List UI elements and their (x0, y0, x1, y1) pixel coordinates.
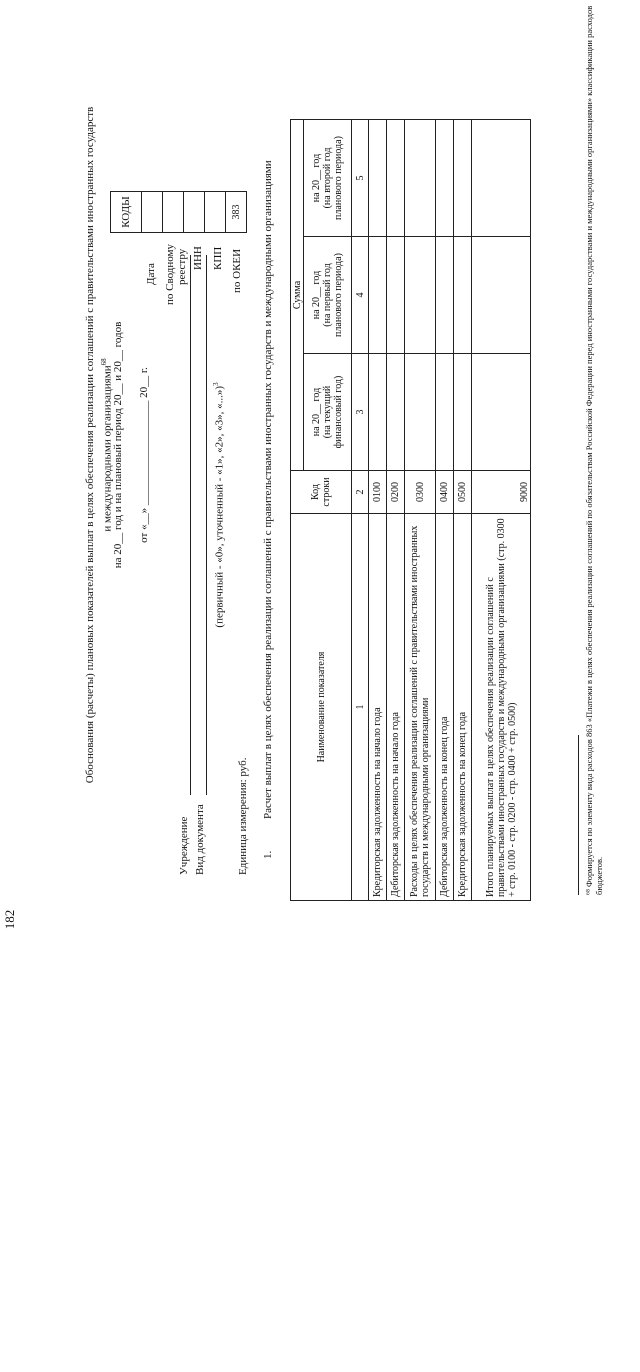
row-value (387, 120, 405, 237)
col-header-name: Наименование показателя (291, 514, 352, 901)
codes-label-reestr-2: реестру (176, 248, 188, 285)
col-header-year2: на 20__ год (на первый год планового периода) (304, 237, 352, 354)
row-value (369, 120, 387, 237)
col-num-4: 4 (352, 237, 369, 354)
codes-label-okei: по ОКЕИ (231, 248, 243, 293)
title-line-1: Обоснования (расчеты) плановых показателей выплат в целях обеспечения реализации соглашений с правительствами иностранных государств (84, 106, 96, 784)
row-code: 0300 (405, 471, 436, 514)
main-table (290, 119, 531, 901)
date-line: от «__» ___________________ 20__ г. (138, 367, 150, 543)
col-num-5: 5 (352, 120, 369, 237)
row-name: Расходы в целях обеспечения реализации соглашений с правительствами иностранных государств и международными организациями (405, 514, 436, 901)
col-header-year3: на 20__ год (на второй год планового периода) (304, 120, 352, 237)
code-date (142, 192, 163, 233)
row-value (454, 354, 472, 471)
row-value (436, 237, 454, 354)
row-value (405, 237, 436, 354)
row-value (472, 120, 531, 237)
title-line-3: на 20__ год и на плановый период 20__ и 20__ годов (112, 321, 124, 569)
code-kpp (205, 192, 226, 233)
codes-table (110, 191, 247, 233)
row-code: 0400 (436, 471, 454, 514)
page-number: 182 (2, 909, 17, 930)
doc-type-line (206, 255, 207, 795)
col-header-year1: на 20__ год (на текущий финансовый год) (304, 354, 352, 471)
institution-line (190, 255, 191, 795)
row-code: 0200 (387, 471, 405, 514)
col-header-code: Код строки (291, 471, 352, 514)
code-reestr (163, 192, 184, 233)
table-row (472, 120, 531, 901)
row-value (405, 120, 436, 237)
section-title: Расчет выплат в целях обеспечения реализации соглашений с правительствами иностранных государств и международными организациями (262, 160, 274, 819)
table-row (387, 120, 405, 901)
row-value (454, 120, 472, 237)
row-value (369, 354, 387, 471)
row-name: Дебиторская задолженность на конец года (436, 514, 454, 901)
doc-type-label: Вид документа (194, 804, 206, 875)
doc-type-note: (первичный - «0», уточненный - «1», «2», «3», «...»)$^3$ (212, 382, 226, 628)
codes-label-date: Дата (145, 263, 157, 285)
row-value (472, 237, 531, 354)
row-name: Кредиторская задолженность на конец года (454, 514, 472, 901)
table-row (369, 120, 387, 901)
row-code: 0100 (369, 471, 387, 514)
row-value (472, 354, 531, 471)
footnote: ⁶⁸ Формируется по элементу вида расходов 863 «Платежи в целях обеспечения реализации соглашений по обязательствам Российской Федерации перед иностранными государствами и международными организациями» классификации расходов бюджетов. (584, 5, 604, 895)
row-value (405, 354, 436, 471)
row-value (436, 354, 454, 471)
col-num-2: 2 (352, 471, 369, 514)
col-header-sum: Сумма (291, 120, 304, 471)
code-okei: 383 (226, 192, 247, 233)
table-row (405, 120, 436, 901)
section-number: 1. (262, 850, 274, 859)
row-value (454, 237, 472, 354)
codes-label-kpp: КПП (212, 246, 224, 270)
row-name: Дебиторская задолженность на начало года (387, 514, 405, 901)
codes-label-inn: ИНН (192, 246, 204, 270)
footnote-divider (578, 735, 579, 895)
col-num-1: 1 (352, 514, 369, 901)
row-name: Итого планируемых выплат в целях обеспечения реализации соглашений с правительствами иностранных государств и международными организациями (стр. 0300 + стр. 0100 - стр. 0200 - стр. 0400 + стр. 0500) (472, 514, 531, 901)
row-value (369, 237, 387, 354)
col-num-3: 3 (352, 354, 369, 471)
codes-label-reestr-1: по Сводному (164, 243, 176, 305)
row-value (387, 354, 405, 471)
row-name: Кредиторская задолженность на начало года (369, 514, 387, 901)
row-code: 9000 (472, 471, 531, 514)
code-inn (184, 192, 205, 233)
row-code: 0500 (454, 471, 472, 514)
title-line-2: и международными организациями$^{68}$ (100, 358, 114, 532)
table-row (436, 120, 454, 901)
unit-label: Единица измерения: руб. (237, 757, 249, 875)
institution-label: Учреждение (178, 816, 190, 875)
row-value (436, 120, 454, 237)
codes-header: КОДЫ (111, 192, 142, 233)
table-row (454, 120, 472, 901)
row-value (387, 237, 405, 354)
